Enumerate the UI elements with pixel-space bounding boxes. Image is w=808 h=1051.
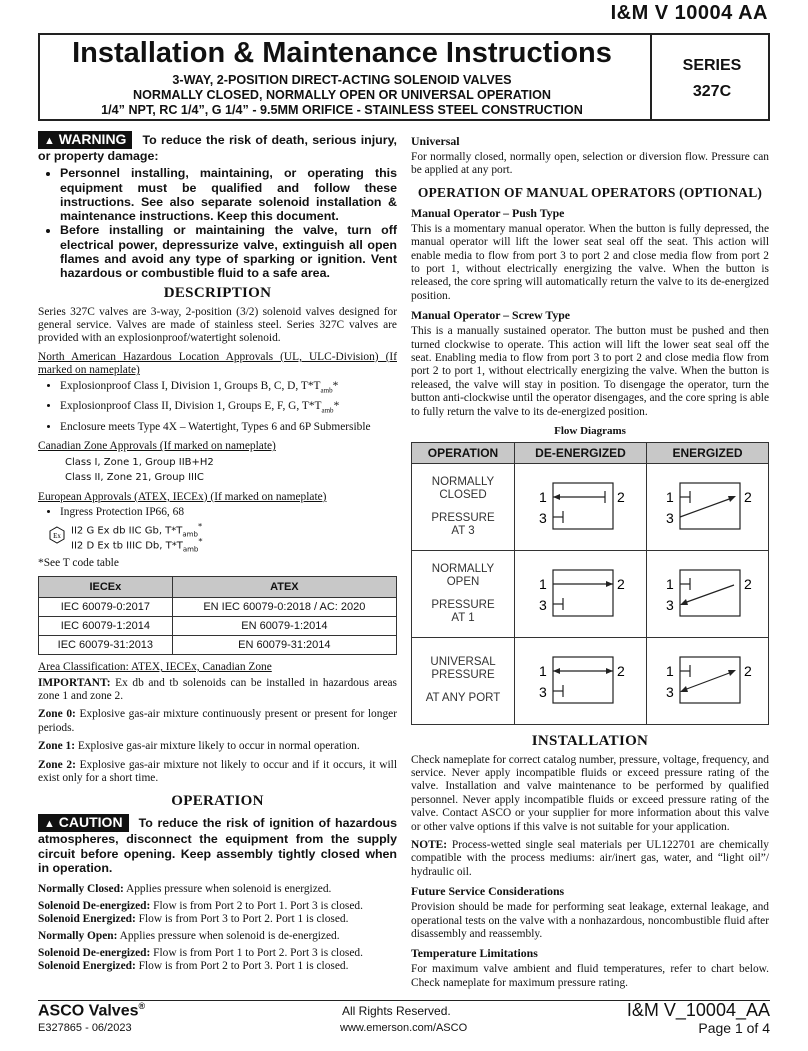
table-row xyxy=(39,636,397,655)
svg-text:2: 2 xyxy=(616,662,625,679)
warning-badge: ▲ WARNING xyxy=(38,131,132,149)
temperature-limits-para: For maximum valve ambient and fluid temperatures, refer to chart below. Check nameplate for maximum pressure rating. xyxy=(411,963,769,989)
operation-label-cell: NORMALLY CLOSED PRESSURE AT 3 xyxy=(412,463,515,550)
table-cell: IEC 60079-31:2013 xyxy=(39,636,173,655)
right-column xyxy=(411,134,769,995)
ex-marking xyxy=(38,520,397,552)
future-service-para: Provision should be made for performing seat leakage, external leakage, and operational tests on the valve with a nonhazardous, noncombustible fluid after disassembly and reassembly. xyxy=(411,901,769,940)
list-item: • Explosionproof Class I, Division 1, Groups B, C, D, $T*T_{amb}*$ xyxy=(60,380,397,398)
warning-intro: To reduce the risk of death, serious injury, or property damage: xyxy=(38,133,397,163)
table-header: DE-ENERGIZED xyxy=(515,442,647,463)
note-para: NOTE: Process-wetted single seal materials per UL122701 are chemically compatible with the process mediums: air/inert gas, water, and “light oil”/ hydraulic oil. xyxy=(411,838,769,878)
svg-text:1: 1 xyxy=(538,575,547,592)
svg-text:Ex: Ex xyxy=(53,531,61,540)
operation-label-cell: UNIVERSAL PRESSURE AT ANY PORT xyxy=(412,637,515,724)
subtitle-line-3: 1/4” NPT, RC 1/4”, G 1/4” - 9.5MM ORIFICE - STAINLESS STEEL CONSTRUCTION xyxy=(101,103,583,117)
warning-item: • Before installing or maintaining the valve, turn off electrical power, depressurize valve, extinguish all open flames and avoid any type of sparking or ignition. Vent hazardous or combustible fluid to a safe area. xyxy=(60,223,397,280)
energized-cell xyxy=(647,550,769,637)
zone1-para: Zone 1: Explosive gas-air mixture likely to occur in normal operation. xyxy=(38,740,360,753)
svg-text:2: 2 xyxy=(743,575,752,592)
table-cell: EN IEC 60079-0:2018 / AC: 2020 xyxy=(172,598,396,617)
caution-text: To reduce the risk of ignition of hazardous atmospheres, disconnect the equipment from the supply circuit before opening. Keep assembly tightly closed when in operation. xyxy=(38,816,397,875)
universal-heading: Universal xyxy=(411,134,460,148)
document-id: I&M V 10004 AA xyxy=(610,2,768,24)
manual-operators-heading: OPERATION OF MANUAL OPERATORS (OPTIONAL) xyxy=(417,184,763,200)
na-approvals-list xyxy=(38,380,397,435)
table-header: ENERGIZED xyxy=(647,442,769,463)
footer xyxy=(38,1000,770,1036)
future-service-heading: Future Service Considerations xyxy=(411,884,565,899)
subtitle-line-2: NORMALLY CLOSED, NORMALLY OPEN OR UNIVERSAL OPERATION xyxy=(133,88,551,102)
table-header: OPERATION xyxy=(412,442,515,463)
na-approvals-heading: North American Hazardous Location Approvals (UL, ULC-Division) (If marked on nameplate) xyxy=(38,350,397,377)
flow-diagram-nc-energized xyxy=(658,480,758,534)
header-box xyxy=(38,33,770,121)
table-cell: IEC 60079-1:2014 xyxy=(39,617,173,636)
temperature-limits-heading: Temperature Limitations xyxy=(411,946,538,961)
caution-block xyxy=(38,814,397,875)
table-header-row xyxy=(39,577,397,598)
table-row xyxy=(412,463,769,550)
svg-text:1: 1 xyxy=(665,575,674,592)
description-heading: DESCRIPTION xyxy=(163,284,272,301)
left-column xyxy=(38,131,397,974)
zone0-para: Zone 0: Explosive gas-air mixture continuously present or present for longer periods. xyxy=(38,708,397,734)
installation-heading: INSTALLATION xyxy=(531,732,649,749)
svg-text:3: 3 xyxy=(665,509,674,526)
warning-block xyxy=(38,131,397,163)
installation-para: Check nameplate for correct catalog number, pressure, voltage, frequency, and service. Never apply incompatible fluids or exceed pressure rating of the valve. Installation and valve maintenance to be performed by qualified personnel. Never apply incompatible fluids or exceed pressure rating of the valve. Contact ASCO or your supplier for more information about this valve or other valve options if this valve is not suitable for your application. xyxy=(411,753,769,833)
european-approvals-heading: European Approvals (ATEX, IECEx) (If marked on nameplate) xyxy=(38,490,327,503)
warning-item: • Personnel installing, maintaining, or operating this equipment must be qualified and follow these instructions. See also separate solenoid installation & maintenance instructions. Keep this document. xyxy=(60,166,397,223)
table-row xyxy=(39,617,397,636)
svg-text:2: 2 xyxy=(616,575,625,592)
normally-open-para: Normally Open: Applies pressure when solenoid is de-energized. xyxy=(38,930,340,943)
svg-text:1: 1 xyxy=(538,488,547,505)
nc-energized-line: Solenoid Energized: Flow is from Port 3 to Port 2. Port 1 is closed. xyxy=(38,913,349,926)
svg-text:2: 2 xyxy=(743,662,752,679)
svg-text:2: 2 xyxy=(743,488,752,505)
push-type-para: This is a momentary manual operator. When the button is fully depressed, the manual operator will lift the lower seat seal off the seat. This action will enable media to flow from port 3 to port 2 and close media flow from port 2 to port 1, without electrically energizing the valve. When the button is released, the core spring will automatically return the valve to its de-energized position. xyxy=(411,222,769,302)
screw-type-para: This is a manually sustained operator. The button must be pushed and then turned clockwise to operate. This action will lift the lower seat seal off the seat. Enabling media to flow from port 3 to port 2 and close media flow from port 2 to port 1, without electrically energizing the valve. When the button is released, the valve will stay in position. To disengage the operator, turn the button anti-clockwise until the operator disengages, and the core spring is able to fully return the valve to its de-energized position. xyxy=(411,325,769,418)
brand-name: ASCO Valves® xyxy=(38,1001,146,1020)
caution-badge: ▲ CAUTION xyxy=(38,814,129,832)
table-header-row xyxy=(412,442,769,463)
nc-de-energized-line: Solenoid De-energized: Flow is from Port 2 to Port 1. Port 3 is closed. xyxy=(38,899,363,912)
flow-diagrams-title: Flow Diagrams xyxy=(554,425,626,438)
flow-diagram-nc-deenergized xyxy=(531,480,631,534)
table-cell: IEC 60079-0:2017 xyxy=(39,598,173,617)
page-title: Installation & Maintenance Instructions xyxy=(72,37,612,69)
page-number: Page 1 of 4 xyxy=(698,1020,770,1036)
no-energized-line: Solenoid Energized: Flow is from Port 2 to Port 3. Port 1 is closed. xyxy=(38,960,349,973)
description-para: Series 327C valves are 3-way, 2-position (3/2) solenoid valves designed for general service. Valves are made of stainless steel. Series 327C valves are provided with an explosionproof/watertight solenoid. xyxy=(38,305,397,345)
european-approvals-list xyxy=(38,506,397,519)
see-t-code-note: *See T code table xyxy=(38,556,119,569)
table-header: IECEx xyxy=(39,577,173,598)
subtitle-line-1: 3-WAY, 2-POSITION DIRECT-ACTING SOLENOID VALVES xyxy=(172,73,512,87)
svg-text:2: 2 xyxy=(616,488,625,505)
energized-cell xyxy=(647,637,769,724)
list-item: • Ingress Protection IP66, 68 xyxy=(60,506,397,519)
canadian-line: Class I, Zone 1, Group IIB+H2 xyxy=(65,456,214,468)
list-item: • Explosionproof Class II, Division 1, Groups E, F, G, $T*T_{amb}*$ xyxy=(60,400,397,418)
push-type-heading: Manual Operator – Push Type xyxy=(411,205,565,220)
flow-diagram-no-energized xyxy=(658,567,758,621)
canadian-line: Class II, Zone 21, Group IIIC xyxy=(65,471,204,483)
table-cell: EN 60079-1:2014 xyxy=(172,617,396,636)
svg-text:1: 1 xyxy=(665,662,674,679)
series-value: 327C xyxy=(692,83,732,100)
flow-diagram-universal-deenergized xyxy=(531,654,631,708)
table-row xyxy=(39,598,397,617)
series-label: SERIES xyxy=(682,57,742,74)
svg-text:3: 3 xyxy=(538,596,547,613)
doc-code: E327865 - 06/2023 xyxy=(38,1022,132,1034)
ex-line: II2 G Ex db IIC Gb, $T*T_{amb}^*$ xyxy=(71,520,203,539)
footer-doc-id: I&M V_10004_AA xyxy=(626,1000,770,1020)
list-item: • Enclosure meets Type 4X – Watertight, Types 6 and 6P Submersible xyxy=(60,421,397,434)
energized-cell xyxy=(647,463,769,550)
de-energized-cell xyxy=(515,550,647,637)
table-cell: EN 60079-31:2014 xyxy=(172,636,396,655)
svg-text:3: 3 xyxy=(538,509,547,526)
screw-type-heading: Manual Operator – Screw Type xyxy=(411,308,571,323)
area-classification-heading: Area Classification: ATEX, IECEx, Canadian Zone xyxy=(38,661,272,674)
important-para: IMPORTANT: Ex db and tb solenoids can be installed in hazardous areas zone 1 and zone 2. xyxy=(38,676,397,702)
flow-diagram-no-deenergized xyxy=(531,567,631,621)
svg-text:3: 3 xyxy=(665,596,674,613)
svg-text:1: 1 xyxy=(665,488,674,505)
universal-para: For normally closed, normally open, selection or diversion flow. Pressure can be applied at any port. xyxy=(411,151,769,177)
de-energized-cell xyxy=(515,463,647,550)
flow-diagrams-table xyxy=(411,442,769,725)
svg-text:3: 3 xyxy=(665,683,674,700)
table-row xyxy=(412,637,769,724)
warning-list xyxy=(38,166,397,280)
svg-text:1: 1 xyxy=(538,662,547,679)
operation-label-cell: NORMALLY OPEN PRESSURE AT 1 xyxy=(412,550,515,637)
website-link[interactable]: www.emerson.com/ASCO xyxy=(340,1022,468,1034)
ex-line: II2 D Ex tb IIIC Db, $T*T_{amb}^*$ xyxy=(71,535,203,554)
no-de-energized-line: Solenoid De-energized: Flow is from Port 1 to Port 2. Port 3 is closed. xyxy=(38,946,363,959)
series-box xyxy=(650,35,772,119)
rights-text: All Rights Reserved. xyxy=(342,1004,451,1018)
table-row xyxy=(412,550,769,637)
iec-atex-table xyxy=(38,576,397,655)
canadian-approvals-heading: Canadian Zone Approvals (If marked on nameplate) xyxy=(38,440,276,453)
de-energized-cell xyxy=(515,637,647,724)
operation-heading: OPERATION xyxy=(171,793,264,810)
normally-closed-para: Normally Closed: Applies pressure when solenoid is energized. xyxy=(38,883,332,896)
table-header: ATEX xyxy=(172,577,396,598)
zone2-para: Zone 2: Explosive gas-air mixture not likely to occur and if it occurs, it will exist only for a short time. xyxy=(38,758,397,784)
flow-diagram-universal-energized xyxy=(658,654,758,708)
svg-text:3: 3 xyxy=(538,683,547,700)
